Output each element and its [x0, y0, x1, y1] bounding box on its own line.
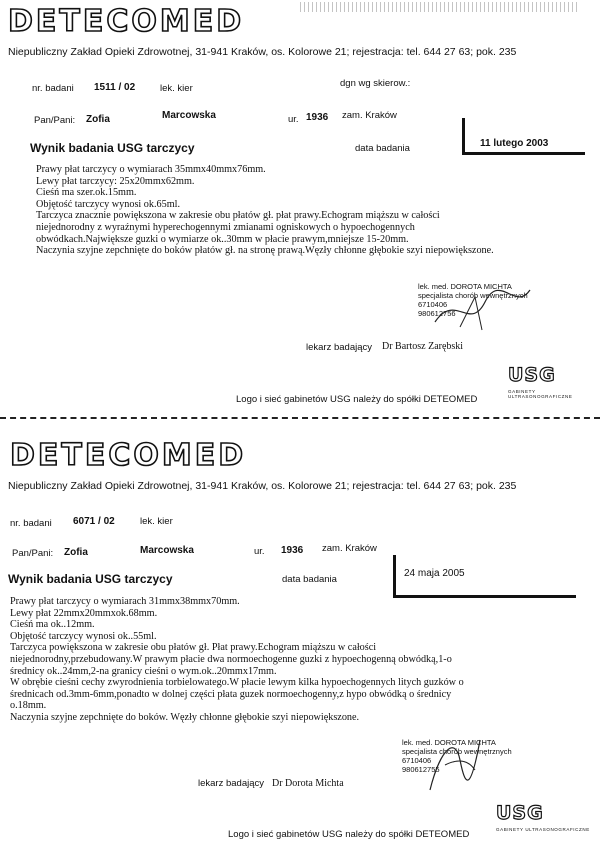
footer-note: Logo i sieć gabinetów USG należy do spółki DETEOMED [228, 829, 470, 840]
finding-line: niejednorodny,przebudowany.W prawym płacie dwa normoechogenne guzki z hypoechogenną obwódką,1-o [10, 653, 452, 665]
exam-date-label: data badania [355, 143, 410, 154]
finding-line: W obrębie cieśni cechy zwyrodnienia torbielowatego.W płacie lewym kilka hypoechogennych litych guzków o [10, 677, 464, 689]
usg-logo-subtitle: GABINETY ULTRASONOGRAFICZNE [508, 389, 573, 399]
stamp-line: 980612756 [418, 309, 456, 318]
address-label: zam. Kraków [342, 110, 397, 121]
scan-noise [300, 2, 580, 12]
finding-line: Naczynia szyjne zepchnięte do boków. Węzły chłonne głębokie szyi niepowiększone. [10, 711, 360, 723]
footer-note: Logo i sieć gabinetów USG należy do spółki DETEOMED [236, 394, 478, 405]
birth-year: 1936 [306, 112, 329, 123]
exam-number: 6071 / 02 [73, 516, 115, 527]
stamp-line: specjalista chorób wewnętrznych [402, 747, 512, 756]
report-title: Wynik badania USG tarczycy [30, 141, 195, 155]
finding-line: o.18mm. [10, 700, 47, 712]
finding-line: Objętość tarczycy wynosi ok.65ml. [36, 198, 181, 210]
patient-last-name: Marcowska [162, 110, 216, 121]
deteomed-logo: DETECOMED [10, 438, 247, 473]
referral-diagnosis-label: dgn wg skierow.: [340, 78, 411, 89]
usg-logo: USG [508, 364, 556, 386]
stamp-line: 980612755 [402, 765, 440, 774]
findings-text [36, 164, 494, 257]
clinic-info: Niepubliczny Zakład Opieki Zdrowotnej, 31-941 Kraków, os. Kolorowe 21; rejestracja: tel. 644 27 63; pok. 235 [8, 480, 517, 492]
finding-line: Cieśń ma ok..12mm. [10, 619, 95, 631]
exam-date: 24 maja 2005 [404, 568, 465, 579]
finding-line: średnicy ok..24mm,2-na granicy cieśni o wym.ok..20mmx17mm. [10, 665, 277, 677]
finding-line: Lewy płat 22mmx20mmxok.68mm. [10, 607, 158, 619]
patient-first-name: Zofia [64, 547, 88, 558]
birth-label: ur. [254, 546, 265, 557]
stamp-line: 6710406 [402, 756, 432, 765]
patient-first-name: Zofia [86, 114, 110, 125]
stamp-line: specjalista chorób wewnętrznych [418, 291, 528, 300]
birth-year: 1936 [281, 545, 304, 556]
stamp-line: lek. med. DOROTA MICHTA [402, 738, 496, 747]
usg-logo-subtitle: GABINETY ULTRASONOGRAFICZNE [496, 827, 590, 832]
signature-icon [420, 730, 490, 800]
signature-icon [430, 282, 540, 342]
deteomed-logo: DETECOMED [8, 4, 245, 39]
referring-doctor-label: lek. kier [160, 83, 193, 94]
usg-logo: USG [496, 802, 544, 824]
patient-last-name: Marcowska [140, 545, 194, 556]
patient-label: Pan/Pani: [12, 548, 54, 559]
finding-line: Lewy płat tarczycy: 25x20mmx62mm. [36, 175, 195, 187]
finding-line: Tarczyca znacznie powiększona w zakresie obu płatów gł. płat prawy.Echogram miąższu w całości [36, 210, 440, 222]
date-bracket-mark [462, 118, 585, 155]
address-label: zam. Kraków [322, 543, 377, 554]
doctor-name: Dr Dorota Michta [272, 778, 344, 789]
findings-text [10, 596, 464, 724]
finding-line: Tarczyca powiększona w zakresie obu płatów gł. Płat prawy.Echogram miąższu w całości [10, 642, 377, 654]
doctor-name: Dr Bartosz Zarębski [382, 341, 464, 352]
exam-number: 1511 / 02 [94, 82, 136, 93]
exam-date-label: data badania [282, 574, 337, 585]
finding-line: Prawy płat tarczycy o wymiarach 35mmx40mmx76mm. [36, 164, 266, 175]
doctor-label: lekarz badający [198, 778, 265, 789]
finding-line: średnicach od.3mm-6mm,ponadto w dolnej części płata guzek normoechogenny,z hypo obwódką o średnicy [10, 688, 452, 700]
stamp-line: 6710406 [418, 300, 448, 309]
exam-date: 11 lutego 2003 [480, 138, 549, 149]
doctor-label: lekarz badający [306, 342, 373, 353]
stamp-line: lek. med. DOROTA MICHTA [418, 282, 512, 291]
finding-line: obwódkach.Największe guzki o wymiarze ok..30mm w płacie prawym,mniejsze 15-20mm. [36, 233, 409, 245]
cut-line-divider [0, 417, 600, 419]
finding-line: Objętość tarczycy wynosi ok..55ml. [10, 630, 157, 642]
birth-label: ur. [288, 114, 299, 125]
exam-number-label: nr. badani [10, 518, 52, 529]
referring-doctor-label: lek. kier [140, 516, 173, 527]
finding-line: Naczynia szyjne zepchnięte do boków płatów gł. na stronę prawą.Węzły chłonne głębokie szyi niepowiększone. [36, 245, 494, 257]
patient-label: Pan/Pani: [34, 115, 76, 126]
finding-line: niejednorodny z wyraźnymi hyperechogennymi zmianami ogniskowych o hypoechogennych [36, 221, 415, 233]
finding-line: Prawy płat tarczycy o wymiarach 31mmx38mmx70mm. [10, 596, 240, 607]
finding-line: Cieśń ma szer.ok.15mm. [36, 187, 137, 199]
exam-number-label: nr. badani [32, 83, 74, 94]
report-title: Wynik badania USG tarczycy [8, 572, 173, 586]
clinic-info: Niepubliczny Zakład Opieki Zdrowotnej, 31-941 Kraków, os. Kolorowe 21; rejestracja: tel. 644 27 63; pok. 235 [8, 46, 517, 58]
